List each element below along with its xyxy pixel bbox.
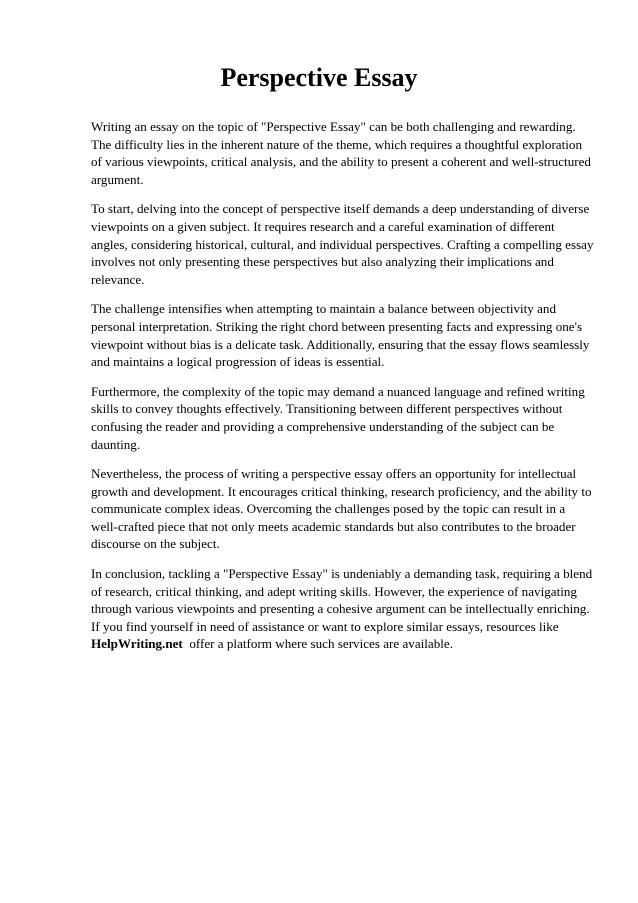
paragraph-opportunity: Nevertheless, the process of writing a perspective essay offers an opportunity for intellectual growth and development. It encourages critical thinking, research proficiency, and the ability to communicate complex ideas. Overcoming the challenges posed by the topic can result in a well-crafted piece that not only meets academic standards but also contributes to the broader discourse on the subject. [91,466,592,552]
paragraph-conclusion [91,565,594,653]
paragraph-challenge: The challenge intensifies when attempting to maintain a balance between objectivity and personal interpretation. Striking the right chord between presenting facts and expressing one's viewpoint without bias is a delicate task. Additionally, ensuring that the essay flows seamlessly and maintains a logical progression of ideas is essential. [91,301,590,370]
page-title: Perspective Essay [220,63,418,92]
helpwriting-link[interactable]: HelpWriting.net [91,636,183,652]
paragraph-intro: Writing an essay on the topic of "Perspective Essay" can be both challenging and rewarding. The difficulty lies in the inherent nature of the theme, which requires a thoughtful exploration of various viewpoints, critical analysis, and the ability to present a coherent and well-structured argument. [91,119,591,187]
conclusion-text-after: offer a platform where such services are available. [182,636,454,652]
paragraph-start: To start, delving into the concept of perspective itself demands a deep understanding of diverse viewpoints on a given subject. It requires research and a careful examination of different angles, considering historical, cultural, and individual perspectives. Crafting a compelling essay involves not only presenting these perspectives but also analyzing their implications and relevance. [91,201,594,287]
paragraph-complexity: Furthermore, the complexity of the topic may demand a nuanced language and refined writing skills to convey thoughts effectively. Transitioning between different perspectives without confusing the reader and providing a comprehensive understanding of the subject can be daunting. [91,383,585,452]
conclusion-text-before: In conclusion, tackling a "Perspective Essay" is undeniably a demanding task, requiring a blend of research, critical thinking, and adept writing skills. However, the experience of navigating through various viewpoints and presenting a cohesive argument can be intellectually enriching. If you find yourself in need of assistance or want to explore similar essays, resources like [91,566,593,634]
